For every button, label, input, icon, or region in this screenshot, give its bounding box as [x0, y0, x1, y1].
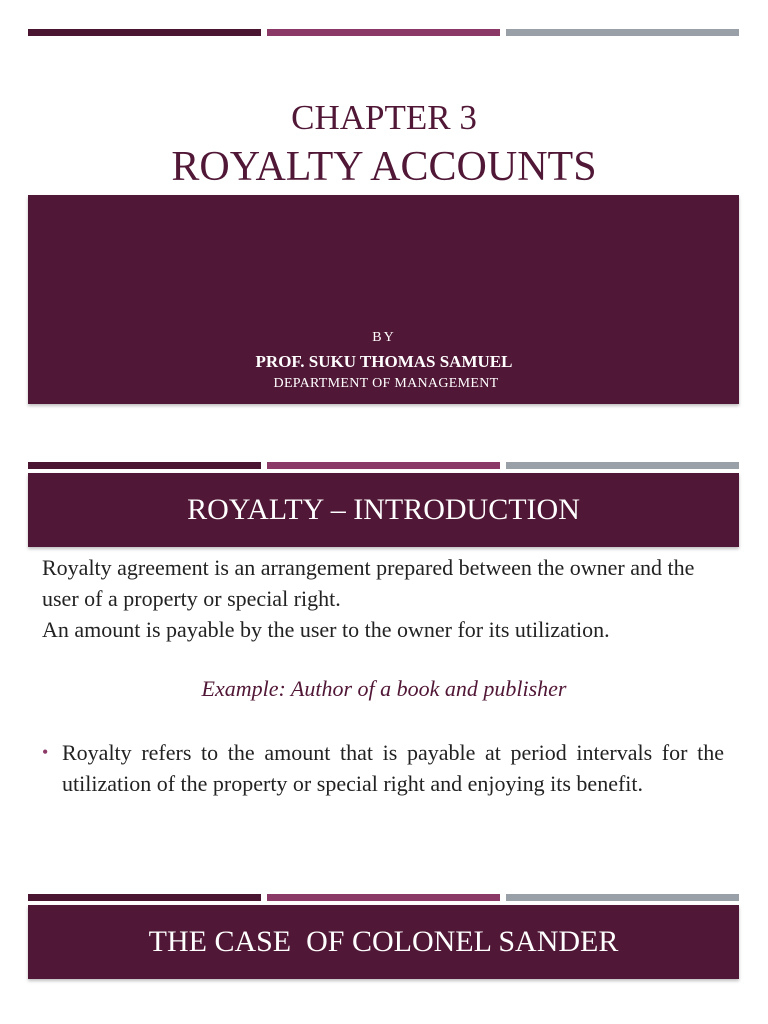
- by-label: BY: [372, 330, 396, 345]
- top-stripe-grey: [506, 29, 739, 36]
- title-band: [28, 195, 739, 404]
- slide-heading: THE CASE OF COLONEL SANDER: [148, 925, 619, 958]
- top-stripe-dark: [28, 29, 261, 36]
- example-text: Example: Author of a book and publisher: [201, 676, 567, 701]
- slide-title: ROYALTY ACCOUNTS: [171, 144, 597, 190]
- paragraph-definition: Royalty agreement is an arrangement prepared between the owner and the user of a property or special right.: [42, 555, 695, 611]
- author-name: PROF. SUKU THOMAS SAMUEL: [255, 352, 513, 371]
- department-name: DEPARTMENT OF MANAGEMENT: [273, 376, 499, 391]
- header-band: [28, 473, 739, 547]
- chapter-label: CHAPTER 3: [291, 98, 477, 137]
- stripe-grey: [506, 462, 739, 469]
- paragraph-payment: An amount is payable by the user to the owner for its utilization.: [42, 617, 610, 642]
- header-band: [28, 905, 739, 979]
- stripe-mid: [267, 894, 500, 901]
- top-stripe-mid: [267, 29, 500, 36]
- bullet-text: Royalty refers to the amount that is payable at period intervals for the utilization of the property or special right and enjoying its benefit.: [62, 740, 724, 796]
- slide-heading: ROYALTY – INTRODUCTION: [187, 493, 580, 526]
- stripe-dark: [28, 462, 261, 469]
- stripe-grey: [506, 894, 739, 901]
- bullet-icon: •: [42, 742, 49, 762]
- bullet-item: [42, 737, 724, 799]
- stripe-dark: [28, 894, 261, 901]
- stripe-mid: [267, 462, 500, 469]
